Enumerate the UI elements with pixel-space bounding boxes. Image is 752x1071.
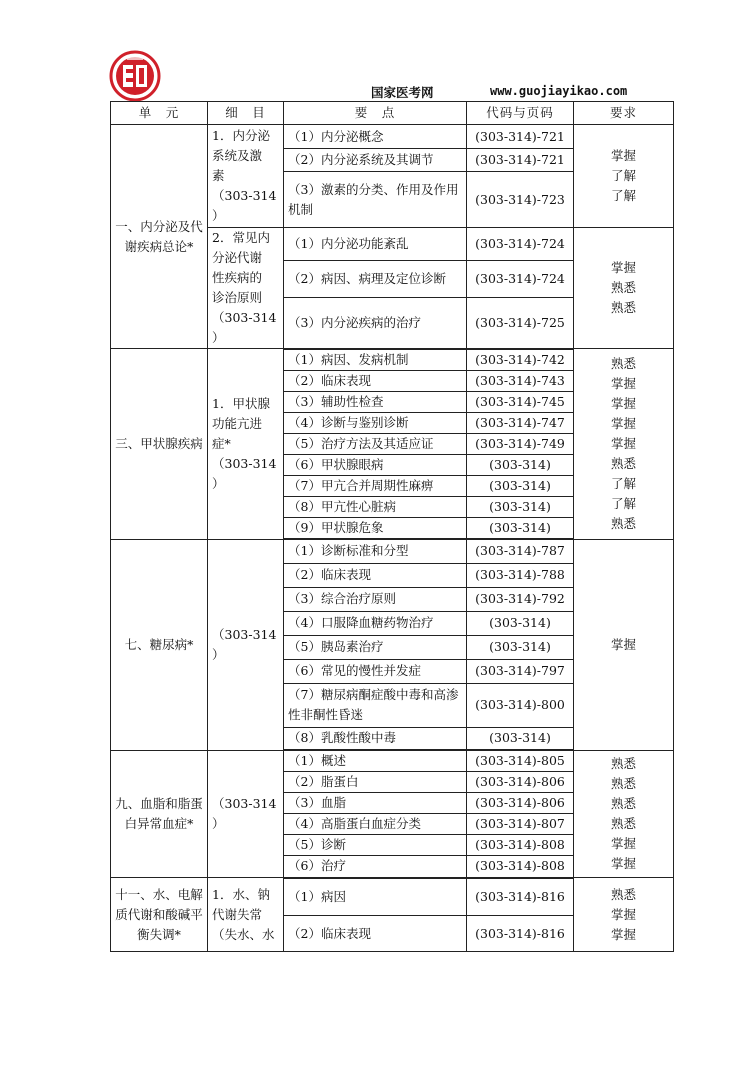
point-cell: （7）甲亢合并周期性麻痹 <box>284 475 467 496</box>
point-cell: （1）概述 <box>284 750 467 772</box>
code-cell: (303-314)-721 <box>467 125 574 149</box>
req-value: 熟悉 <box>610 775 636 791</box>
req-cell <box>574 228 674 349</box>
code-cell: (303-314)-743 <box>467 370 574 391</box>
item-line: ） <box>212 646 225 662</box>
req-value: 熟悉 <box>610 886 636 902</box>
item-line: （303-314 <box>212 310 277 325</box>
table-row <box>111 125 674 149</box>
code-cell: (303-314)-807 <box>467 814 574 835</box>
req-cell <box>574 750 674 878</box>
item-line: ） <box>212 815 225 831</box>
item-line: 性疾病的 <box>212 270 263 285</box>
table-header-row <box>111 102 674 125</box>
code-cell: (303-314)-742 <box>467 349 574 371</box>
code-cell: (303-314)-800 <box>467 683 574 727</box>
table-row <box>111 750 674 772</box>
code-cell: (303-314)-724 <box>467 228 574 261</box>
code-cell: (303-314) <box>467 727 574 750</box>
req-value: 熟悉 <box>610 280 636 295</box>
req-value: 熟悉 <box>610 455 636 471</box>
code-cell: (303-314) <box>467 496 574 517</box>
code-cell: (303-314)-797 <box>467 659 574 683</box>
code-cell: (303-314)-808 <box>467 835 574 856</box>
code-cell: (303-314)-745 <box>467 391 574 412</box>
syllabus-table <box>110 101 674 952</box>
unit-cell: 三、甲状腺疾病 <box>111 349 208 540</box>
req-value: 了解 <box>610 475 636 491</box>
code-cell: (303-314)-723 <box>467 172 574 228</box>
item-cell <box>208 750 284 878</box>
code-cell: (303-314) <box>467 517 574 539</box>
site-url: www.guojiayikao.com <box>490 84 628 98</box>
point-cell: （2）内分泌系统及其调节 <box>284 149 467 172</box>
req-cell <box>574 349 674 540</box>
item-line: 2．常见内 <box>212 230 270 245</box>
point-cell: （8）甲亢性心脏病 <box>284 496 467 517</box>
item-line: ） <box>212 475 225 491</box>
code-cell: (303-314)-805 <box>467 750 574 772</box>
req-value: 掌握 <box>610 835 636 851</box>
req-value: 了解 <box>610 168 636 183</box>
point-cell: （2）病因、病理及定位诊断 <box>284 261 467 297</box>
point-cell: （8）乳酸性酸中毒 <box>284 727 467 750</box>
logo-emblem <box>109 50 161 102</box>
point-cell: （4）诊断与鉴别诊断 <box>284 412 467 433</box>
req-cell <box>574 125 674 228</box>
point-cell: （3）综合治疗原则 <box>284 587 467 611</box>
site-name: 国家医考网 <box>371 85 434 100</box>
req-value: 熟悉 <box>610 755 636 771</box>
item-line: （303-314 <box>212 626 277 642</box>
req-value: 了解 <box>610 495 636 511</box>
code-cell: (303-314)-749 <box>467 433 574 454</box>
point-cell: （3）激素的分类、作用及作用机制 <box>284 172 467 228</box>
req-value: 掌握 <box>610 926 636 942</box>
req-value: 掌握 <box>610 415 636 431</box>
point-cell: （6）治疗 <box>284 856 467 878</box>
code-cell: (303-314)-792 <box>467 587 574 611</box>
item-cell <box>208 125 284 228</box>
unit-cell: 九、血脂和脂蛋白异常血症* <box>111 750 208 878</box>
code-cell: (303-314)-806 <box>467 793 574 814</box>
code-cell: (303-314)-808 <box>467 856 574 878</box>
req-cell <box>574 539 674 750</box>
item-line: ） <box>212 208 225 223</box>
point-cell: （2）临床表现 <box>284 563 467 587</box>
point-cell: （3）血脂 <box>284 793 467 814</box>
table-row <box>111 878 674 916</box>
req-cell <box>574 878 674 952</box>
code-cell: (303-314)-725 <box>467 297 574 348</box>
req-value: 了解 <box>610 188 636 203</box>
table-row <box>111 349 674 371</box>
item-cell <box>208 539 284 750</box>
point-cell: （2）临床表现 <box>284 370 467 391</box>
item-line: 1．内分泌 <box>212 128 270 143</box>
code-cell: (303-314)-721 <box>467 149 574 172</box>
code-cell: (303-314) <box>467 475 574 496</box>
code-cell: (303-314)-816 <box>467 878 574 916</box>
point-cell: （6）常见的慢性并发症 <box>284 659 467 683</box>
header-point: 要 点 <box>284 102 467 125</box>
req-value: 熟悉 <box>610 515 636 531</box>
code-cell: (303-314)-806 <box>467 772 574 793</box>
item-line: 1．甲状腺 <box>212 395 270 411</box>
code-cell: (303-314) <box>467 454 574 475</box>
point-cell: （4）高脂蛋白血症分类 <box>284 814 467 835</box>
req-value: 掌握 <box>610 906 636 922</box>
point-cell: （6）甲状腺眼病 <box>284 454 467 475</box>
code-cell: (303-314)-747 <box>467 412 574 433</box>
table-row <box>111 539 674 563</box>
item-line: ） <box>212 330 225 345</box>
point-cell: （1）内分泌概念 <box>284 125 467 149</box>
point-cell: （1）诊断标准和分型 <box>284 539 467 563</box>
item-cell <box>208 878 284 952</box>
point-cell: （5）诊断 <box>284 835 467 856</box>
unit-cell: 一、内分泌及代谢疾病总论* <box>111 125 208 349</box>
item-line: （303-314 <box>212 188 277 203</box>
req-value: 熟悉 <box>610 355 636 371</box>
code-cell: (303-314) <box>467 635 574 659</box>
point-cell: （3）内分泌疾病的治疗 <box>284 297 467 348</box>
item-line: （303-314 <box>212 795 277 811</box>
req-value: 熟悉 <box>610 815 636 831</box>
item-cell <box>208 349 284 540</box>
item-line: 功能亢进 <box>212 415 263 431</box>
code-cell: (303-314)-787 <box>467 539 574 563</box>
header-item: 细 目 <box>208 102 284 125</box>
item-line: 1．水、钠 <box>212 886 270 902</box>
item-line: 症* <box>212 435 231 451</box>
header-unit: 单 元 <box>111 102 208 125</box>
item-line: （303-314 <box>212 455 277 471</box>
req-value: 掌握 <box>610 260 636 275</box>
req-value: 掌握 <box>610 395 636 411</box>
header-req: 要求 <box>574 102 674 125</box>
unit-cell: 十一、水、电解质代谢和酸碱平衡失调* <box>111 878 208 952</box>
point-cell: （9）甲状腺危象 <box>284 517 467 539</box>
point-cell: （7）糖尿病酮症酸中毒和高渗性非酮性昏迷 <box>284 683 467 727</box>
point-cell: （1）病因 <box>284 878 467 916</box>
point-cell: （4）口服降血糖药物治疗 <box>284 611 467 635</box>
item-cell <box>208 228 284 349</box>
item-line: 素 <box>212 168 225 183</box>
req-value: 熟悉 <box>610 300 636 315</box>
point-cell: （2）脂蛋白 <box>284 772 467 793</box>
point-cell: （3）辅助性检查 <box>284 391 467 412</box>
req-value: 熟悉 <box>610 795 636 811</box>
code-cell: (303-314)-788 <box>467 563 574 587</box>
req-value: 掌握 <box>610 435 636 451</box>
code-cell: (303-314)-816 <box>467 916 574 952</box>
item-line: 代谢失常 <box>212 906 263 922</box>
unit-cell: 七、糖尿病* <box>111 539 208 750</box>
code-cell: (303-314) <box>467 611 574 635</box>
item-line: （失水、水 <box>212 926 275 942</box>
item-line: 系统及激 <box>212 148 263 163</box>
header-code: 代码与页码 <box>467 102 574 125</box>
point-cell: （5）治疗方法及其适应证 <box>284 433 467 454</box>
point-cell: （2）临床表现 <box>284 916 467 952</box>
item-line: 诊治原则 <box>212 290 263 305</box>
point-cell: （1）内分泌功能紊乱 <box>284 228 467 261</box>
req-value: 掌握 <box>610 148 636 163</box>
req-value: 掌握 <box>610 636 636 652</box>
req-value: 掌握 <box>610 855 636 871</box>
req-value: 掌握 <box>610 375 636 391</box>
point-cell: （1）病因、发病机制 <box>284 349 467 371</box>
code-cell: (303-314)-724 <box>467 261 574 297</box>
point-cell: （5）胰岛素治疗 <box>284 635 467 659</box>
item-line: 分泌代谢 <box>212 250 263 265</box>
